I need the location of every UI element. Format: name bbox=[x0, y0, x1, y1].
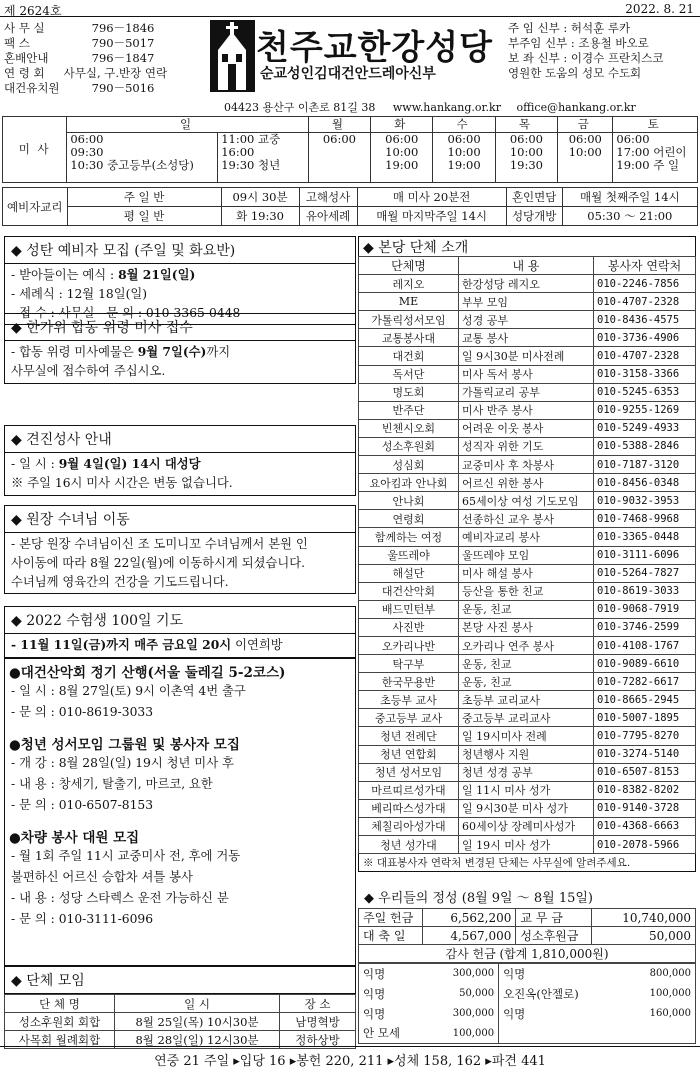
section-title: ◆ 성탄 예비자 모집 (주일 및 화요반) bbox=[4, 236, 356, 264]
group-description: 일 19시미사 전례 bbox=[459, 727, 594, 745]
group-phone: 010-9089-6610 bbox=[594, 655, 696, 673]
section-title: ◆ 견진성사 안내 bbox=[4, 425, 356, 453]
donor-name: 익명 bbox=[363, 986, 386, 1001]
section-sister-transfer: ◆ 원장 수녀님 이동 - 본당 원장 수녀님이신 조 도미니꼬 수녀님께서 본원 인 사이동에 따라 8월 22일(월)에 이동하시게 되셨습니다. 수녀님께 영육간의 건강을 기도드립니다. bbox=[4, 505, 356, 594]
group-phone: 010-4707-2328 bbox=[594, 293, 696, 311]
group-phone: 010-2078-5966 bbox=[594, 836, 696, 854]
group-description: 성직자 위한 기도 bbox=[459, 437, 594, 455]
group-description: 본당 사진 봉사 bbox=[459, 618, 594, 636]
group-description: 미사 해설 봉사 bbox=[459, 564, 594, 582]
group-row bbox=[359, 709, 696, 727]
group-row bbox=[359, 673, 696, 691]
group-phone: 010-8456-0348 bbox=[594, 474, 696, 492]
group-phone: 010-8436-4575 bbox=[594, 311, 696, 329]
group-phone: 010-9032-3953 bbox=[594, 492, 696, 510]
group-description: 부부 모임 bbox=[459, 293, 594, 311]
contact-marriage: 혼배안내 796－1847 bbox=[4, 51, 155, 65]
group-description: 예비자교리 봉사 bbox=[459, 528, 594, 546]
donation-amount: 100,000 bbox=[452, 1027, 495, 1039]
church-logo-icon bbox=[210, 20, 255, 92]
website-link[interactable]: www.hankang.or.kr bbox=[392, 101, 501, 114]
donor-name bbox=[499, 1024, 623, 1044]
contact-line bbox=[224, 99, 636, 115]
group-name: 청년 전례단 bbox=[359, 727, 459, 745]
group-row bbox=[359, 474, 696, 492]
group-name: 베리따스성가대 bbox=[359, 799, 459, 817]
clergy-pastor: 주 임 신부 : 허석훈 루카 bbox=[508, 21, 631, 35]
donor-table bbox=[358, 963, 696, 1044]
group-phone: 010-5388-2846 bbox=[594, 437, 696, 455]
group-row bbox=[359, 456, 696, 474]
group-name: 청년 성서모임 bbox=[359, 763, 459, 781]
group-description: 성경 공부 bbox=[459, 311, 594, 329]
donation-amount bbox=[622, 1024, 695, 1044]
group-description: 가톨릭교리 공부 bbox=[459, 383, 594, 401]
group-phone: 010-7282-6617 bbox=[594, 673, 696, 691]
group-name: 명도회 bbox=[359, 383, 459, 401]
youth-bible-title: ●청년 성서모임 그룹원 및 봉사자 모집 bbox=[9, 737, 240, 753]
group-name: 레지오 bbox=[359, 275, 459, 293]
thanks-total: 감사 헌금 (합계 1,810,000원) bbox=[359, 945, 696, 963]
group-row bbox=[359, 636, 696, 654]
group-phone: 010-4368-6663 bbox=[594, 817, 696, 835]
group-phone: 010-4108-1767 bbox=[594, 636, 696, 654]
meeting-row: 성소후원회 회합 8월 25일(목) 10시30분 남명혁방 bbox=[5, 1013, 356, 1031]
contact-office: 사 무 실 796－1846 bbox=[4, 21, 155, 35]
group-name: 청년 성가대 bbox=[359, 836, 459, 854]
group-phone: 010-5245-6353 bbox=[594, 383, 696, 401]
group-phone: 010-7795-8270 bbox=[594, 727, 696, 745]
section-confirmation: ◆ 견진성사 안내 - 일 시 : 9월 4일(일) 14시 대성당 ※ 주일 16시 미사 시간은 변동 없습니다. bbox=[4, 425, 356, 496]
group-row bbox=[359, 347, 696, 365]
group-row bbox=[359, 546, 696, 564]
group-phone: 010-6507-8153 bbox=[594, 763, 696, 781]
donation-amount: 50,000 bbox=[459, 988, 495, 999]
catechumen-table: 예비자교리 주 일 반 09시 30분 고해성사 매 미사 20분전 혼인면담 매월 첫째주일 14시 평 일 반 화 19:30 유아세례 매월 마지막주일 14시 성당개방 05:30 ～ 21:00 bbox=[2, 187, 698, 226]
donation-amount: 800,000 bbox=[649, 968, 691, 980]
group-row bbox=[359, 329, 696, 347]
section-announcements: ●대건산악회 정기 산행(서울 둘레길 5-2코스) - 일 시 : 8월 27일(토) 9시 이촌역 4번 출구 - 문 의 : 010-8619-3033 ●청년 성서모임 그룹원 및 봉사자 모집 - 개 강 : 8월 28일(일) 19시 청년 미사 후 - 내 용 : 창세기, 탈출기, 마르코, 요한 - 문 의 : 010-6507-8153 ●차량 봉사 대원 모집 - 월 1회 주일 11시 교중미사 전, 후에 거동 불편하신 어르신 승합차 셔틀 봉사 - 내 용 : 성당 스타렉스 운전 가능하신 분 - 문 의 : 010-3111-6096 bbox=[4, 658, 356, 966]
group-description: 운동, 친교 bbox=[459, 673, 594, 691]
group-name: 해설단 bbox=[359, 564, 459, 582]
groups-table: 단체명 내 용 봉사자 연락처 레지오 한강성당 레지오 010-2246-7856 ME 부부 모임 010-4707-2328 가톨릭성서모임 성경 공부 010-8436-4575 교통봉사대 교통 봉사 010-3736-4906 대건회 일 9시30분 미사전례 010-4707-2328 독서단 미사 독서 봉사 010-3158-3366 명도회 가톨릭교리 공부 010-5245-6353 반주단 미사 반주 봉사 010-9255-1269 빈첸시오회 어려운 이웃 봉사 010-5249-4933 성소후원회 성직자 위한 기도 010-5388-2846 성심회 교중미사 후 차봉사 010-7187-3120 요아킴과 안나회 어르신 위한 봉사 010-8456-0348 안나회 65세이상 여성 기도모임 010-9032-3953 연령회 선종하신 교우 봉사 010-7468-9968 함께하는 여정 예비자교리 봉사 010-3365-0448 울뜨레야 울뜨레야 모임 010-3111-6096 해설단 미사 해설 봉사 010-5264-7827 대건산악회 등산을 통한 친교 010-8619-3033 배드민턴부 운동, 친교 010-9068-7919 사진반 본당 사진 봉사 010-3746-2599 오카리나반 오카리나 연주 봉사 010-4108-1767 탁구부 운동, 친교 010-9089-6610 한국무용반 운동, 친교 010-7282-6617 초등부 교사 초등부 교리교사 010-8665-2945 중고등부 교사 중고등부 교리교사 010-5007-1895 청년 전례단 일 19시미사 전례 010-7795-8270 청년 연합회 청년행사 지원 010-3274-5140 청년 성서모임 청년 성경 공부 010-6507-8153 마르띠르성가대 일 11시 미사 성가 010-8382-8202 베리따스성가대 일 9시30분 미사 성가 010-9140-3728 체칠리아성가대 60세이상 장례미사성가 010-4368-6663 청년 성가대 일 19시 미사 성가 010-2078-5966 bbox=[358, 256, 696, 854]
group-phone: 010-8619-3033 bbox=[594, 582, 696, 600]
group-row bbox=[359, 401, 696, 419]
group-description: 미사 독서 봉사 bbox=[459, 365, 594, 383]
donor-name: 익명 bbox=[499, 1004, 623, 1024]
donation-amount: 300,000 bbox=[452, 1008, 495, 1019]
group-description: 청년행사 지원 bbox=[459, 745, 594, 763]
group-description: 선종하신 교우 봉사 bbox=[459, 510, 594, 528]
group-row bbox=[359, 691, 696, 709]
group-description: 일 11시 미사 성가 bbox=[459, 781, 594, 799]
group-description: 어려운 이웃 봉사 bbox=[459, 419, 594, 437]
section-catechumen-recruit: ◆ 성탄 예비자 모집 (주일 및 화요반) - 받아들이는 예식 : 8월 21일(일) - 세례식 : 12월 18일(일) - 접 수 : 사무실 - 문 의 : 010-3365-0448 bbox=[4, 236, 356, 325]
group-description: 청년 성경 공부 bbox=[459, 763, 594, 781]
group-row bbox=[359, 510, 696, 528]
email-link[interactable]: office@hankang.or.kr bbox=[516, 101, 636, 114]
group-name: 가톨릭성서모임 bbox=[359, 311, 459, 329]
group-name: 중고등부 교사 bbox=[359, 709, 459, 727]
group-phone: 010-2246-7856 bbox=[594, 275, 696, 293]
group-description: 울뜨레야 모임 bbox=[459, 546, 594, 564]
group-row bbox=[359, 293, 696, 311]
group-name: 마르띠르성가대 bbox=[359, 781, 459, 799]
group-row bbox=[359, 727, 696, 745]
parish-groups bbox=[358, 236, 696, 872]
group-name: 성소후원회 bbox=[359, 437, 459, 455]
group-name: 사진반 bbox=[359, 618, 459, 636]
driver-recruit-title: ●차량 봉사 대원 모집 bbox=[9, 830, 140, 846]
group-name: ME bbox=[359, 293, 459, 311]
group-description: 한강성당 레지오 bbox=[459, 275, 594, 293]
donation-amount: 300,000 bbox=[452, 968, 495, 980]
address: 04423 용산구 이촌로 81길 38 bbox=[224, 101, 376, 114]
hiking-title: ●대건산악회 정기 산행(서울 둘레길 5-2코스) bbox=[9, 665, 286, 681]
group-row bbox=[359, 618, 696, 636]
donation-amount: 160,000 bbox=[649, 1008, 691, 1019]
group-name: 대건회 bbox=[359, 347, 459, 365]
group-phone: 010-3365-0448 bbox=[594, 528, 696, 546]
section-title: ◆ 본당 단체 소개 bbox=[358, 236, 696, 256]
group-row bbox=[359, 600, 696, 618]
group-name: 한국무용반 bbox=[359, 673, 459, 691]
clergy-order: 영원한 도움의 성모 수도회 bbox=[508, 66, 642, 80]
group-row bbox=[359, 528, 696, 546]
group-phone: 010-7187-3120 bbox=[594, 456, 696, 474]
offering-section: ◆ 우리들의 정성 (8월 9일 ～ 8월 15일) 주일 헌금 6,562,200 교 무 금 10,740,000 대 축 일 4,567,000 성소후원금 50,000 감사 헌금 (합계 1,810,000원) 익명 300,000 익명 800,000 익명 50,000 오진옥(안젤로) 100,000 익명 300,000 익명 160,000 안 모세 100,000 bbox=[358, 885, 696, 1044]
group-name: 탁구부 bbox=[359, 655, 459, 673]
group-row bbox=[359, 817, 696, 835]
group-row bbox=[359, 655, 696, 673]
group-name: 교통봉사대 bbox=[359, 329, 459, 347]
mass-label: 미 사 bbox=[3, 117, 67, 183]
group-row bbox=[359, 419, 696, 437]
group-name: 초등부 교사 bbox=[359, 691, 459, 709]
donor-row bbox=[359, 984, 696, 1004]
group-description: 운동, 친교 bbox=[459, 600, 594, 618]
group-description: 어르신 위한 봉사 bbox=[459, 474, 594, 492]
contact-kindergarten: 대건유치원 790－5016 bbox=[4, 81, 155, 95]
group-row bbox=[359, 311, 696, 329]
group-phone: 010-5264-7827 bbox=[594, 564, 696, 582]
section-title: ◆ 2022 수험생 100일 기도 bbox=[4, 606, 356, 634]
hymn-footer: 연중 21 주일 ▸입당 16 ▸봉헌 220, 211 ▸성체 158, 162 ▸파견 441 bbox=[154, 1054, 546, 1069]
group-phone: 010-4707-2328 bbox=[594, 347, 696, 365]
group-name: 반주단 bbox=[359, 401, 459, 419]
group-phone: 010-5249-4933 bbox=[594, 419, 696, 437]
group-description: 교통 봉사 bbox=[459, 329, 594, 347]
group-row bbox=[359, 763, 696, 781]
group-phone: 010-9255-1269 bbox=[594, 401, 696, 419]
group-name: 오카리나반 bbox=[359, 636, 459, 654]
group-name: 울뜨레야 bbox=[359, 546, 459, 564]
group-name: 대건산악회 bbox=[359, 582, 459, 600]
group-row bbox=[359, 275, 696, 293]
section-meetings: ◆ 단체 모임 단 체 명 일 시 장 소 성소후원회 회합 8월 25일(목) 10시30분 남명혁방 사목회 월례회합 8월 28일(일) 12시30분 정하상방 bbox=[4, 966, 356, 1049]
contact-list bbox=[4, 21, 167, 96]
group-row bbox=[359, 799, 696, 817]
group-phone: 010-7468-9968 bbox=[594, 510, 696, 528]
issue-number: 제 2624호 bbox=[4, 4, 62, 18]
group-description: 60세이상 장례미사성가 bbox=[459, 817, 594, 835]
contact-funeral: 연 령 회 사무실, 구.반장 연락 bbox=[4, 66, 168, 80]
donor-row bbox=[359, 1024, 696, 1044]
group-phone: 010-5007-1895 bbox=[594, 709, 696, 727]
group-name: 요아킴과 안나회 bbox=[359, 474, 459, 492]
donor-name: 익명 bbox=[363, 1006, 386, 1021]
donor-row bbox=[359, 964, 696, 984]
group-description: 교중미사 후 차봉사 bbox=[459, 456, 594, 474]
group-row bbox=[359, 383, 696, 401]
donor-name: 익명 bbox=[499, 964, 623, 984]
group-description: 일 19시 미사 성가 bbox=[459, 836, 594, 854]
group-phone: 010-8665-2945 bbox=[594, 691, 696, 709]
section-title: ◆ 한가위 합동 위령 미사 접수 bbox=[4, 313, 356, 341]
group-phone: 010-3736-4906 bbox=[594, 329, 696, 347]
group-name: 함께하는 여정 bbox=[359, 528, 459, 546]
clergy-list bbox=[508, 21, 663, 81]
group-row bbox=[359, 745, 696, 763]
group-name: 청년 연합회 bbox=[359, 745, 459, 763]
donation-amount: 100,000 bbox=[649, 988, 691, 999]
issue-date: 2022. 8. 21 bbox=[625, 2, 694, 16]
mass-schedule-table: 미 사 일 월 화 수 목 금 토 06:00 09:30 10:30 중고등부(소성당) 11:00 교중 16:00 19:30 청년 06:00 06:00 10:00 19:00 06:00 10:00 19:00 06:00 10:00 19:30 06:00 10:00 06:00 17:00 어린이 19:00 주 일 bbox=[2, 116, 698, 183]
church-patron: 순교성인김대건안드레아신부 bbox=[260, 66, 436, 82]
group-row bbox=[359, 492, 696, 510]
group-phone: 010-3111-6096 bbox=[594, 546, 696, 564]
group-description: 오카리나 연주 봉사 bbox=[459, 636, 594, 654]
section-title: ◆ 우리들의 정성 (8월 9일 ～ 8월 15일) bbox=[364, 891, 594, 906]
contact-fax: 팩 스 790－5017 bbox=[4, 36, 155, 50]
group-name: 성심회 bbox=[359, 456, 459, 474]
group-name: 체칠리아성가대 bbox=[359, 817, 459, 835]
group-row bbox=[359, 582, 696, 600]
group-row bbox=[359, 564, 696, 582]
group-row bbox=[359, 781, 696, 799]
donor-row bbox=[359, 1004, 696, 1024]
group-description: 일 9시30분 미사 성가 bbox=[459, 799, 594, 817]
group-description: 중고등부 교리교사 bbox=[459, 709, 594, 727]
group-phone: 010-3274-5140 bbox=[594, 745, 696, 763]
groups-note: ※ 대표봉사자 연락처 변경된 단체는 사무실에 알려주세요. bbox=[358, 854, 696, 872]
group-description: 미사 반주 봉사 bbox=[459, 401, 594, 419]
donor-name: 익명 bbox=[363, 966, 386, 981]
section-title: ◆ 단체 모임 bbox=[4, 966, 356, 994]
group-name: 독서단 bbox=[359, 365, 459, 383]
section-memorial-mass: ◆ 한가위 합동 위령 미사 접수 - 합동 위령 미사예물은 9월 7일(수)까지 사무실에 접수하여 주십시오. bbox=[4, 313, 356, 384]
group-name: 배드민턴부 bbox=[359, 600, 459, 618]
group-row bbox=[359, 836, 696, 854]
donor-name: 오진옥(안젤로) bbox=[499, 984, 623, 1004]
group-phone: 010-8382-8202 bbox=[594, 781, 696, 799]
group-name: 안나회 bbox=[359, 492, 459, 510]
group-row bbox=[359, 365, 696, 383]
clergy-assistant: 보 좌 신부 : 이경수 프란치스코 bbox=[508, 51, 664, 65]
meeting-row: 사목회 월례회합 8월 28일(일) 12시30분 정하상방 bbox=[5, 1031, 356, 1049]
group-phone: 010-9068-7919 bbox=[594, 600, 696, 618]
group-name: 빈첸시오회 bbox=[359, 419, 459, 437]
church-name: 천주교한강성당 bbox=[256, 28, 493, 68]
group-row bbox=[359, 437, 696, 455]
group-phone: 010-9140-3728 bbox=[594, 799, 696, 817]
donor-name: 안 모세 bbox=[363, 1026, 400, 1041]
group-phone: 010-3158-3366 bbox=[594, 365, 696, 383]
group-name: 연령회 bbox=[359, 510, 459, 528]
group-description: 등산을 통한 친교 bbox=[459, 582, 594, 600]
group-description: 65세이상 여성 기도모임 bbox=[459, 492, 594, 510]
group-description: 운동, 친교 bbox=[459, 655, 594, 673]
group-description: 일 9시30분 미사전례 bbox=[459, 347, 594, 365]
section-title: ◆ 원장 수녀님 이동 bbox=[4, 505, 356, 533]
group-phone: 010-3746-2599 bbox=[594, 618, 696, 636]
clergy-associate: 부주임 신부 : 조용철 바오로 bbox=[508, 36, 649, 50]
section-exam-prayer: ◆ 2022 수험생 100일 기도 - 11월 11일(금)까지 매주 금요일 20시 이연희방 bbox=[4, 606, 356, 658]
group-description: 초등부 교리교사 bbox=[459, 691, 594, 709]
